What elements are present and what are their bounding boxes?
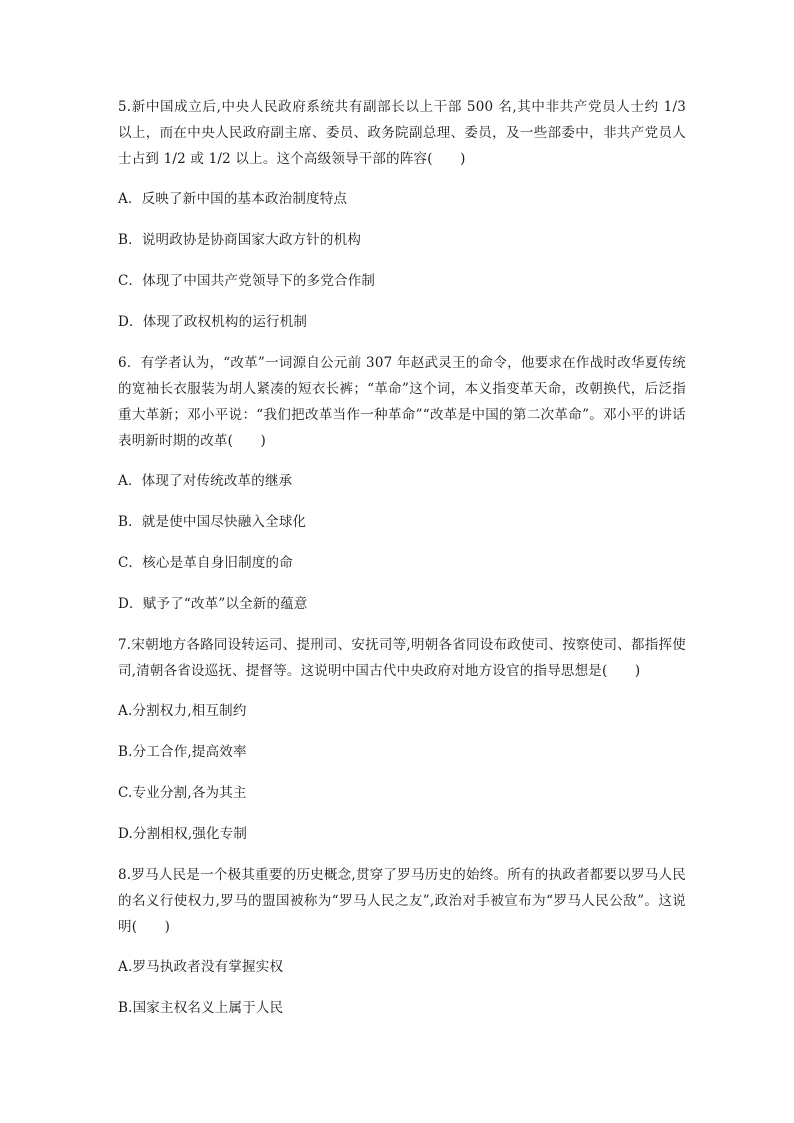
question-7-stem: 7.宋朝地方各路同设转运司、提刑司、安抚司等,明朝各省同设布政使司、按察使司、都指挥使司,清朝各省设巡抚、提督等。这说明中国古代中央政府对地方设官的指导思想是( ) — [118, 637, 686, 679]
question-8-option-b: B.国家主权名义上属于人民 — [118, 1000, 284, 1016]
question-7-option-c: C.专业分割,各为其主 — [118, 785, 247, 801]
question-5-option-d: D．体现了政权机构的运行机制 — [118, 314, 308, 330]
question-list — [118, 94, 686, 1036]
question-6-stem: 6．有学者认为，“改革”一词源自公元前 307 年赵武灵王的命令，他要求在作战时改华夏传统的宽袖长衣服装为胡人紧凑的短衣长裤；“革命”这个词，本义指变革天命，改朝换代，后泛指重大革新；邓小平说：“我们把改革当作一种革命”“改革是中国的第二次革命”。邓小平的讲话表明新时期的改革( ) — [118, 355, 686, 449]
question-8 — [118, 862, 686, 1021]
question-6-option-b: B．就是使中国尽快融入全球化 — [118, 514, 307, 530]
question-8-option-a: A.罗马执政者没有掌握实权 — [118, 959, 284, 975]
question-6-option-a: A．体现了对传统改革的继承 — [118, 473, 293, 489]
question-6 — [118, 350, 686, 617]
question-5-option-c: C．体现了中国共产党领导下的多党合作制 — [118, 273, 376, 289]
question-5-option-a: A．反映了新中国的基本政治制度特点 — [118, 191, 348, 207]
question-7-option-b: B.分工合作,提高效率 — [118, 744, 247, 760]
question-5-stem: 5.新中国成立后,中央人民政府系统共有副部长以上干部 500 名,其中非共产党员人士约 1/3 以上，而在中央人民政府副主席、委员、政务院副总理、委员，及一些部委中，非共产党员人士占到 1/2 或 1/2 以上。这个高级领导干部的阵容( ) — [118, 99, 686, 167]
question-7-option-a: A.分割权力,相互制约 — [118, 703, 247, 719]
question-8-stem: 8.罗马人民是一个极其重要的历史概念,贯穿了罗马历史的始终。所有的执政者都要以罗马人民的名义行使权力,罗马的盟国被称为“罗马人民之友”,政治对手被宣布为“罗马人民公敌”。这说明( ) — [118, 867, 686, 935]
question-5-option-b: B．说明政协是协商国家大政方针的机构 — [118, 232, 362, 248]
question-6-option-d: D．赋予了“改革”以全新的蕴意 — [118, 596, 308, 612]
question-5 — [118, 94, 686, 335]
question-6-option-c: C．核心是革自身旧制度的命 — [118, 555, 293, 571]
question-7-option-d: D.分割相权,强化专制 — [118, 826, 248, 842]
question-7 — [118, 632, 686, 847]
